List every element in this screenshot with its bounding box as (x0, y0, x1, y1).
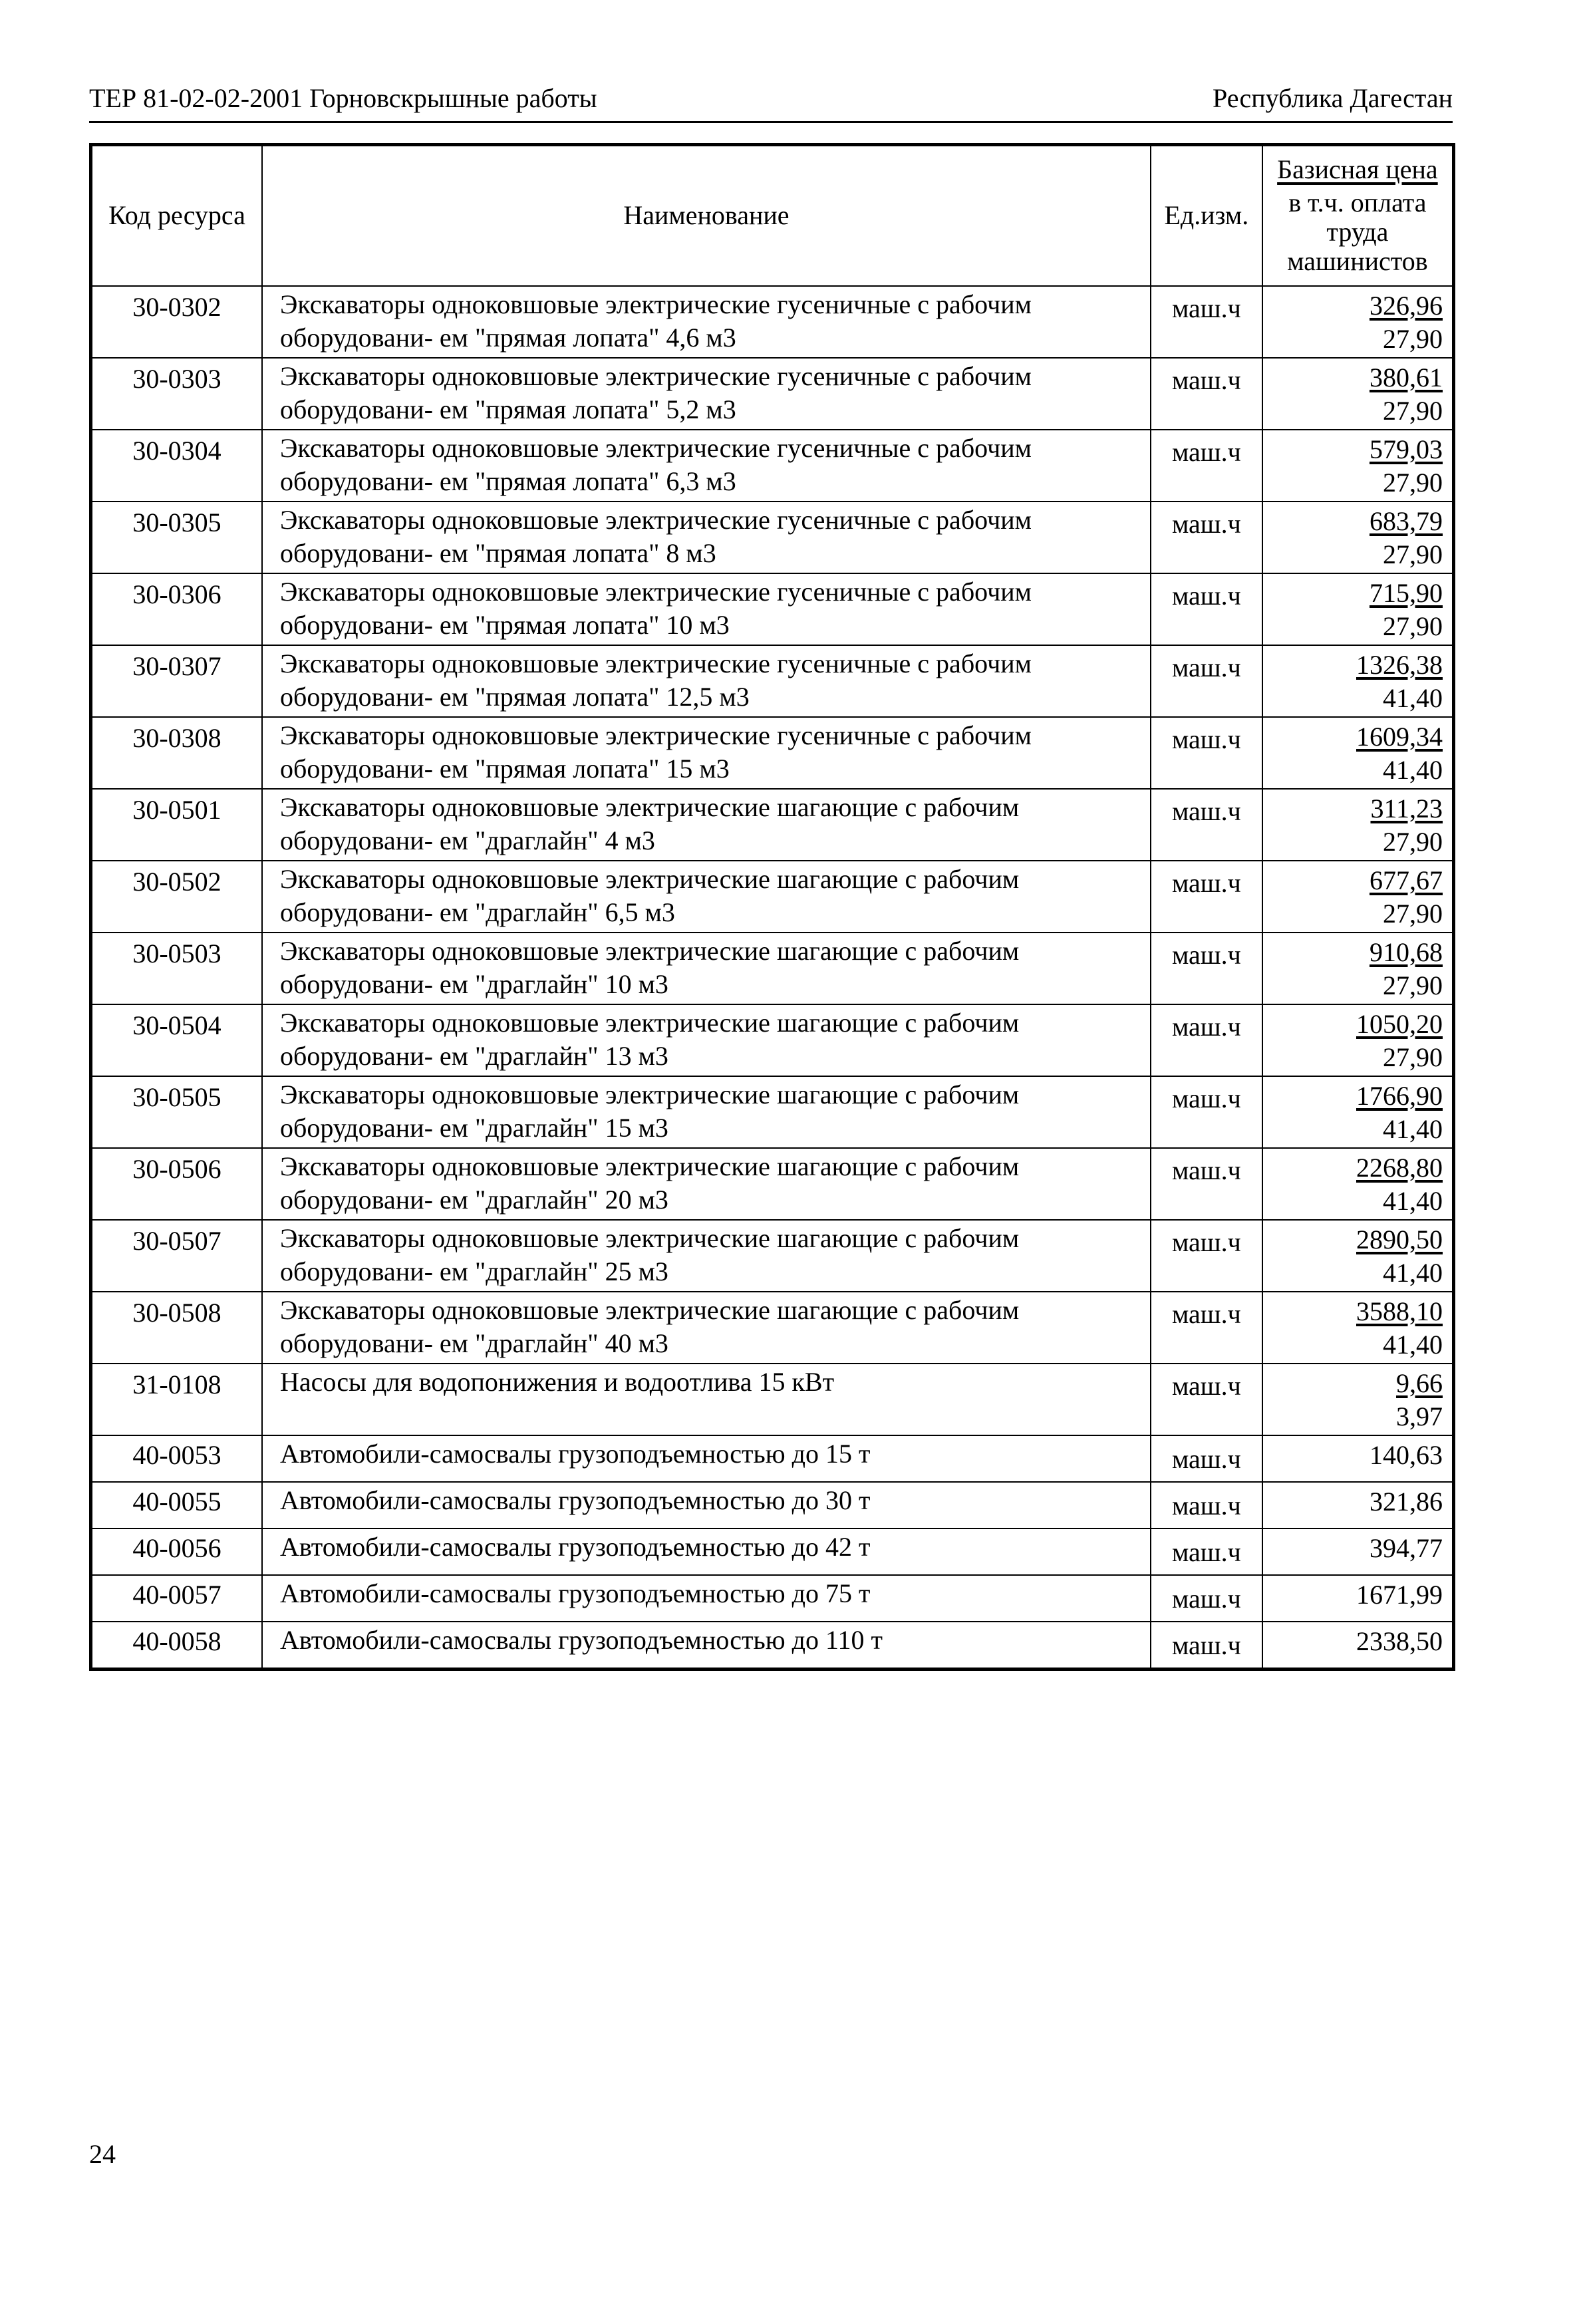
resource-name: Экскаваторы одноковшовые электрические шагающие с рабочим оборудовани- ем "драглайн" 6,5 м3 (262, 861, 1151, 933)
resource-name: Экскаваторы одноковшовые электрические гусеничные с рабочим оборудовани- ем "прямая лопата" 4,6 м3 (262, 286, 1151, 358)
resource-unit: маш.ч (1151, 645, 1262, 717)
resource-name: Экскаваторы одноковшовые электрические гусеничные с рабочим оборудовани- ем "прямая лопата" 15 м3 (262, 717, 1151, 789)
table-row (91, 573, 1454, 645)
resource-name: Экскаваторы одноковшовые электрические гусеничные с рабочим оборудовани- ем "прямая лопата" 5,2 м3 (262, 358, 1151, 430)
base-cost: 910,68 (1369, 937, 1443, 967)
resource-price-table (89, 143, 1455, 1671)
resource-price (1262, 933, 1454, 1004)
operator-labor-cost: 41,40 (1383, 1257, 1443, 1288)
table-body (91, 286, 1454, 1670)
table-row (91, 1364, 1454, 1435)
resource-price (1262, 502, 1454, 573)
base-cost: 380,61 (1369, 362, 1443, 392)
resource-price (1262, 1292, 1454, 1364)
resource-code: 30-0508 (91, 1292, 262, 1364)
operator-labor-cost: 27,90 (1383, 970, 1443, 1000)
resource-code: 30-0306 (91, 573, 262, 645)
resource-price (1262, 1220, 1454, 1292)
table-header-row (91, 145, 1454, 286)
resource-code: 30-0505 (91, 1076, 262, 1148)
table-row (91, 645, 1454, 717)
table-row (91, 1622, 1454, 1670)
resource-unit: маш.ч (1151, 1482, 1262, 1528)
column-header-code: Код ресурса (91, 145, 262, 286)
resource-price: 2338,50 (1262, 1622, 1454, 1670)
operator-labor-cost: 41,40 (1383, 754, 1443, 785)
price-subtitle: в т.ч. оплата труда машинистов (1287, 188, 1428, 277)
resource-price (1262, 717, 1454, 789)
resource-code: 30-0303 (91, 358, 262, 430)
table-row (91, 717, 1454, 789)
table-row (91, 1220, 1454, 1292)
resource-name: Экскаваторы одноковшовые электрические шагающие с рабочим оборудовани- ем "драглайн" 13 м3 (262, 1004, 1151, 1076)
base-cost: 311,23 (1370, 793, 1443, 823)
resource-unit: маш.ч (1151, 1575, 1262, 1622)
base-cost: 683,79 (1369, 506, 1443, 536)
table-row (91, 861, 1454, 933)
operator-labor-cost: 41,40 (1383, 1113, 1443, 1144)
resource-code: 30-0302 (91, 286, 262, 358)
resource-code: 30-0507 (91, 1220, 262, 1292)
operator-labor-cost: 27,90 (1383, 611, 1443, 641)
resource-unit: маш.ч (1151, 1622, 1262, 1670)
resource-price (1262, 1148, 1454, 1220)
resource-name: Насосы для водопонижения и водоотлива 15 кВт (262, 1364, 1151, 1435)
table-row (91, 1292, 1454, 1364)
resource-name: Автомобили-самосвалы грузоподъемностью до 15 т (262, 1435, 1151, 1482)
resource-unit: маш.ч (1151, 286, 1262, 358)
page-header (89, 85, 1453, 123)
resource-price (1262, 358, 1454, 430)
column-header-unit: Ед.изм. (1151, 145, 1262, 286)
resource-code: 30-0307 (91, 645, 262, 717)
resource-code: 40-0055 (91, 1482, 262, 1528)
resource-code: 30-0305 (91, 502, 262, 573)
price-title: Базисная цена (1277, 154, 1438, 185)
resource-price: 394,77 (1262, 1528, 1454, 1575)
resource-unit: маш.ч (1151, 717, 1262, 789)
resource-price (1262, 286, 1454, 358)
table-row (91, 1148, 1454, 1220)
base-cost: 677,67 (1369, 865, 1443, 895)
resource-code: 30-0504 (91, 1004, 262, 1076)
resource-code: 31-0108 (91, 1364, 262, 1435)
resource-code: 40-0053 (91, 1435, 262, 1482)
resource-price (1262, 861, 1454, 933)
resource-name: Автомобили-самосвалы грузоподъемностью до 75 т (262, 1575, 1151, 1622)
resource-code: 40-0057 (91, 1575, 262, 1622)
resource-code: 30-0308 (91, 717, 262, 789)
resource-code: 30-0304 (91, 430, 262, 502)
operator-labor-cost: 27,90 (1383, 323, 1443, 354)
table-row (91, 933, 1454, 1004)
operator-labor-cost: 41,40 (1383, 1185, 1443, 1216)
resource-price (1262, 789, 1454, 861)
base-cost: 1050,20 (1356, 1008, 1443, 1039)
table-row (91, 502, 1454, 573)
resource-code: 40-0058 (91, 1622, 262, 1670)
table-row (91, 1575, 1454, 1622)
base-cost: 9,66 (1396, 1368, 1443, 1398)
operator-labor-cost: 27,90 (1383, 395, 1443, 426)
table-row (91, 1482, 1454, 1528)
base-cost: 2890,50 (1356, 1224, 1443, 1254)
resource-name: Автомобили-самосвалы грузоподъемностью до 30 т (262, 1482, 1151, 1528)
operator-labor-cost: 41,40 (1383, 682, 1443, 713)
resource-unit: маш.ч (1151, 1528, 1262, 1575)
resource-price (1262, 1004, 1454, 1076)
resource-price: 321,86 (1262, 1482, 1454, 1528)
document-title: ТЕР 81-02-02-2001 Горновскрышные работы (89, 83, 597, 113)
operator-labor-cost: 27,90 (1383, 1042, 1443, 1072)
table-row (91, 1528, 1454, 1575)
operator-labor-cost: 41,40 (1383, 1329, 1443, 1360)
base-cost: 715,90 (1369, 577, 1443, 608)
operator-labor-cost: 27,90 (1383, 898, 1443, 929)
base-cost: 1766,90 (1356, 1080, 1443, 1111)
resource-price (1262, 645, 1454, 717)
resource-unit: маш.ч (1151, 789, 1262, 861)
resource-name: Экскаваторы одноковшовые электрические гусеничные с рабочим оборудовани- ем "прямая лопата" 12,5 м3 (262, 645, 1151, 717)
resource-unit: маш.ч (1151, 502, 1262, 573)
operator-labor-cost: 27,90 (1383, 826, 1443, 857)
resource-price (1262, 573, 1454, 645)
resource-unit: маш.ч (1151, 1364, 1262, 1435)
table-row (91, 789, 1454, 861)
table-row (91, 1435, 1454, 1482)
operator-labor-cost: 27,90 (1383, 467, 1443, 498)
base-cost: 2268,80 (1356, 1152, 1443, 1183)
resource-name: Экскаваторы одноковшовые электрические гусеничные с рабочим оборудовани- ем "прямая лопата" 10 м3 (262, 573, 1151, 645)
resource-code: 40-0056 (91, 1528, 262, 1575)
resource-price: 140,63 (1262, 1435, 1454, 1482)
resource-unit: маш.ч (1151, 1220, 1262, 1292)
resource-unit: маш.ч (1151, 861, 1262, 933)
resource-name: Экскаваторы одноковшовые электрические шагающие с рабочим оборудовани- ем "драглайн" 25 м3 (262, 1220, 1151, 1292)
table-row (91, 1004, 1454, 1076)
resource-unit: маш.ч (1151, 1435, 1262, 1482)
resource-name: Автомобили-самосвалы грузоподъемностью до 42 т (262, 1528, 1151, 1575)
column-header-price (1262, 145, 1454, 286)
resource-code: 30-0506 (91, 1148, 262, 1220)
resource-unit: маш.ч (1151, 430, 1262, 502)
resource-unit: маш.ч (1151, 1292, 1262, 1364)
resource-unit: маш.ч (1151, 573, 1262, 645)
base-cost: 1609,34 (1356, 721, 1443, 752)
column-header-name: Наименование (262, 145, 1151, 286)
page-number: 24 (89, 2139, 116, 2169)
resource-name: Экскаваторы одноковшовые электрические шагающие с рабочим оборудовани- ем "драглайн" 10 м3 (262, 933, 1151, 1004)
resource-unit: маш.ч (1151, 1076, 1262, 1148)
resource-price: 1671,99 (1262, 1575, 1454, 1622)
operator-labor-cost: 27,90 (1383, 539, 1443, 569)
table-row (91, 286, 1454, 358)
resource-name: Экскаваторы одноковшовые электрические шагающие с рабочим оборудовани- ем "драглайн" 15 м3 (262, 1076, 1151, 1148)
resource-name: Автомобили-самосвалы грузоподъемностью до 110 т (262, 1622, 1151, 1670)
resource-name: Экскаваторы одноковшовые электрические шагающие с рабочим оборудовани- ем "драглайн" 20 м3 (262, 1148, 1151, 1220)
base-cost: 326,96 (1369, 290, 1443, 321)
resource-name: Экскаваторы одноковшовые электрические гусеничные с рабочим оборудовани- ем "прямая лопата" 8 м3 (262, 502, 1151, 573)
resource-name: Экскаваторы одноковшовые электрические шагающие с рабочим оборудовани- ем "драглайн" 4 м3 (262, 789, 1151, 861)
table-row (91, 358, 1454, 430)
resource-code: 30-0502 (91, 861, 262, 933)
table-row (91, 430, 1454, 502)
resource-unit: маш.ч (1151, 1004, 1262, 1076)
resource-unit: маш.ч (1151, 358, 1262, 430)
base-cost: 579,03 (1369, 434, 1443, 464)
resource-name: Экскаваторы одноковшовые электрические шагающие с рабочим оборудовани- ем "драглайн" 40 м3 (262, 1292, 1151, 1364)
resource-price (1262, 430, 1454, 502)
base-cost: 3588,10 (1356, 1296, 1443, 1326)
resource-code: 30-0503 (91, 933, 262, 1004)
table-row (91, 1076, 1454, 1148)
resource-price (1262, 1364, 1454, 1435)
resource-code: 30-0501 (91, 789, 262, 861)
resource-name: Экскаваторы одноковшовые электрические гусеничные с рабочим оборудовани- ем "прямая лопата" 6,3 м3 (262, 430, 1151, 502)
resource-unit: маш.ч (1151, 1148, 1262, 1220)
resource-unit: маш.ч (1151, 933, 1262, 1004)
region-name: Республика Дагестан (1213, 83, 1453, 113)
operator-labor-cost: 3,97 (1396, 1401, 1443, 1431)
base-cost: 1326,38 (1356, 649, 1443, 680)
resource-price (1262, 1076, 1454, 1148)
